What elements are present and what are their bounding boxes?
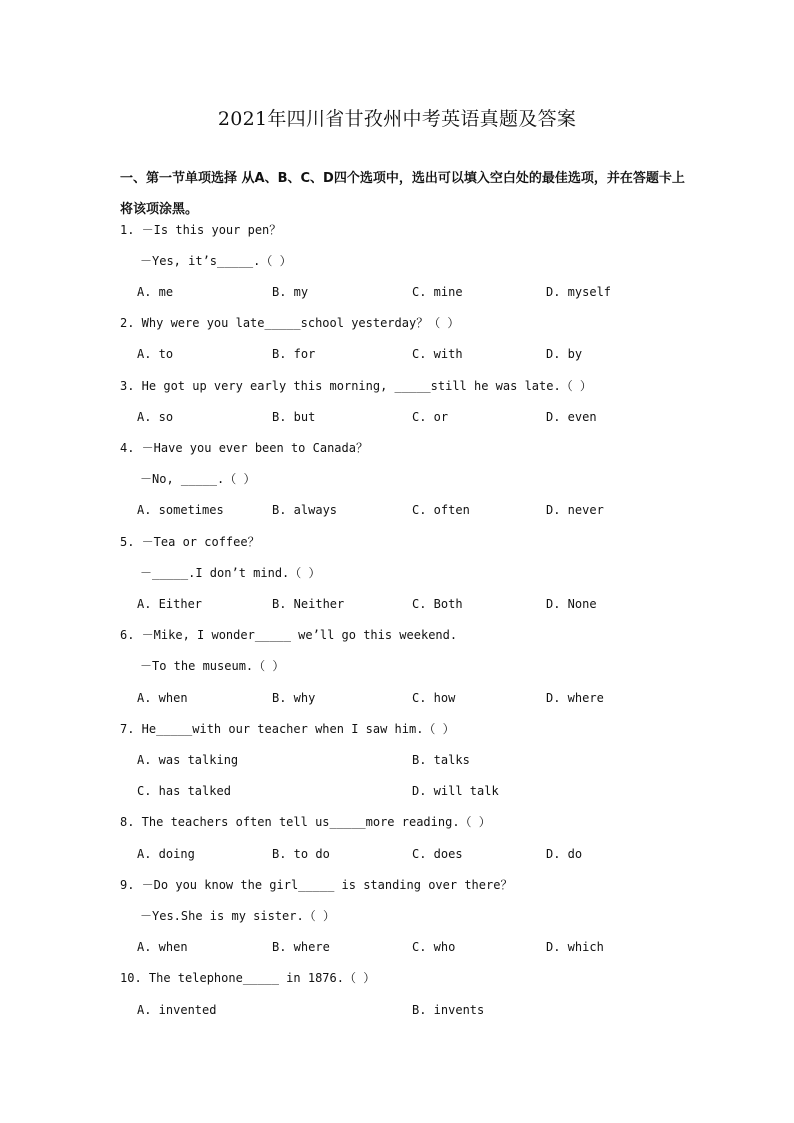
option: D. do [546,847,583,861]
option: A. when [137,691,188,705]
options-row [137,1000,677,1020]
options-row [137,688,677,708]
question-response: －Yes.She is my sister.（ ） [140,909,335,923]
question-response: －_____.I don’t mind.（ ） [140,566,321,580]
question-response: －To the museum.（ ） [140,659,285,673]
question-response: －Yes, it’s_____.（ ） [140,254,292,268]
option: B. why [272,691,316,705]
option: A. invented [137,1003,217,1017]
option: A. me [137,285,174,299]
question-stem: 7. He_____with our teacher when I saw him.（ ） [120,722,455,736]
question-stem: 10. The telephone_____ in 1876.（ ） [120,971,376,985]
option: D. even [546,410,597,424]
option: A. doing [137,847,195,861]
option: C. with [412,347,463,361]
option: B. talks [412,753,470,767]
option: A. to [137,347,174,361]
options-row [137,344,677,364]
options-row [137,750,677,770]
option: D. will talk [412,784,499,798]
option: D. never [546,503,604,517]
option: D. by [546,347,583,361]
question-stem: 1. －Is this your pen？ [120,223,282,237]
option: A. when [137,940,188,954]
options-row [137,500,677,520]
option: A. sometimes [137,503,224,517]
options-row [137,407,677,427]
option: C. Both [412,597,463,611]
option: B. where [272,940,330,954]
option: C. does [412,847,463,861]
option: D. None [546,597,597,611]
question-stem: 9. －Do you know the girl_____ is standing over there？ [120,878,513,892]
options-row [137,282,677,302]
option: A. so [137,410,174,424]
option: B. for [272,347,316,361]
options-row [137,937,677,957]
options-row [137,844,677,864]
question-stem: 6. －Mike, I wonder_____ we’ll go this weekend. [120,628,458,642]
option: B. invents [412,1003,485,1017]
option: A. was talking [137,753,239,767]
option: C. who [412,940,456,954]
question-stem: 3. He got up very early this morning, _____still he was late.（ ） [120,379,592,393]
section-heading: 一、第一节单项选择 从A、B、C、D四个选项中，选出可以填入空白处的最佳选项，并在答题卡上将该项涂黑。 [120,171,685,217]
option: C. often [412,503,470,517]
option: C. or [412,410,449,424]
option: B. always [272,503,338,517]
question-stem: 5. －Tea or coffee？ [120,535,260,549]
option: B. my [272,285,309,299]
option: D. which [546,940,604,954]
option: D. myself [546,285,612,299]
option: B. Neither [272,597,345,611]
option: C. mine [412,285,463,299]
document-title: 2021年四川省甘孜州中考英语真题及答案 [217,108,577,130]
options-row [137,594,677,614]
option: C. how [412,691,456,705]
question-response: －No, _____.（ ） [140,472,256,486]
option: C. has talked [137,784,231,798]
option: A. Either [137,597,203,611]
question-stem: 2. Why were you late_____school yesterday？（ ） [120,316,460,330]
option: B. to do [272,847,330,861]
options-row [137,781,677,801]
question-stem: 8. The teachers often tell us_____more reading.（ ） [120,815,491,829]
option: D. where [546,691,604,705]
option: B. but [272,410,316,424]
question-stem: 4. －Have you ever been to Canada？ [120,441,368,455]
